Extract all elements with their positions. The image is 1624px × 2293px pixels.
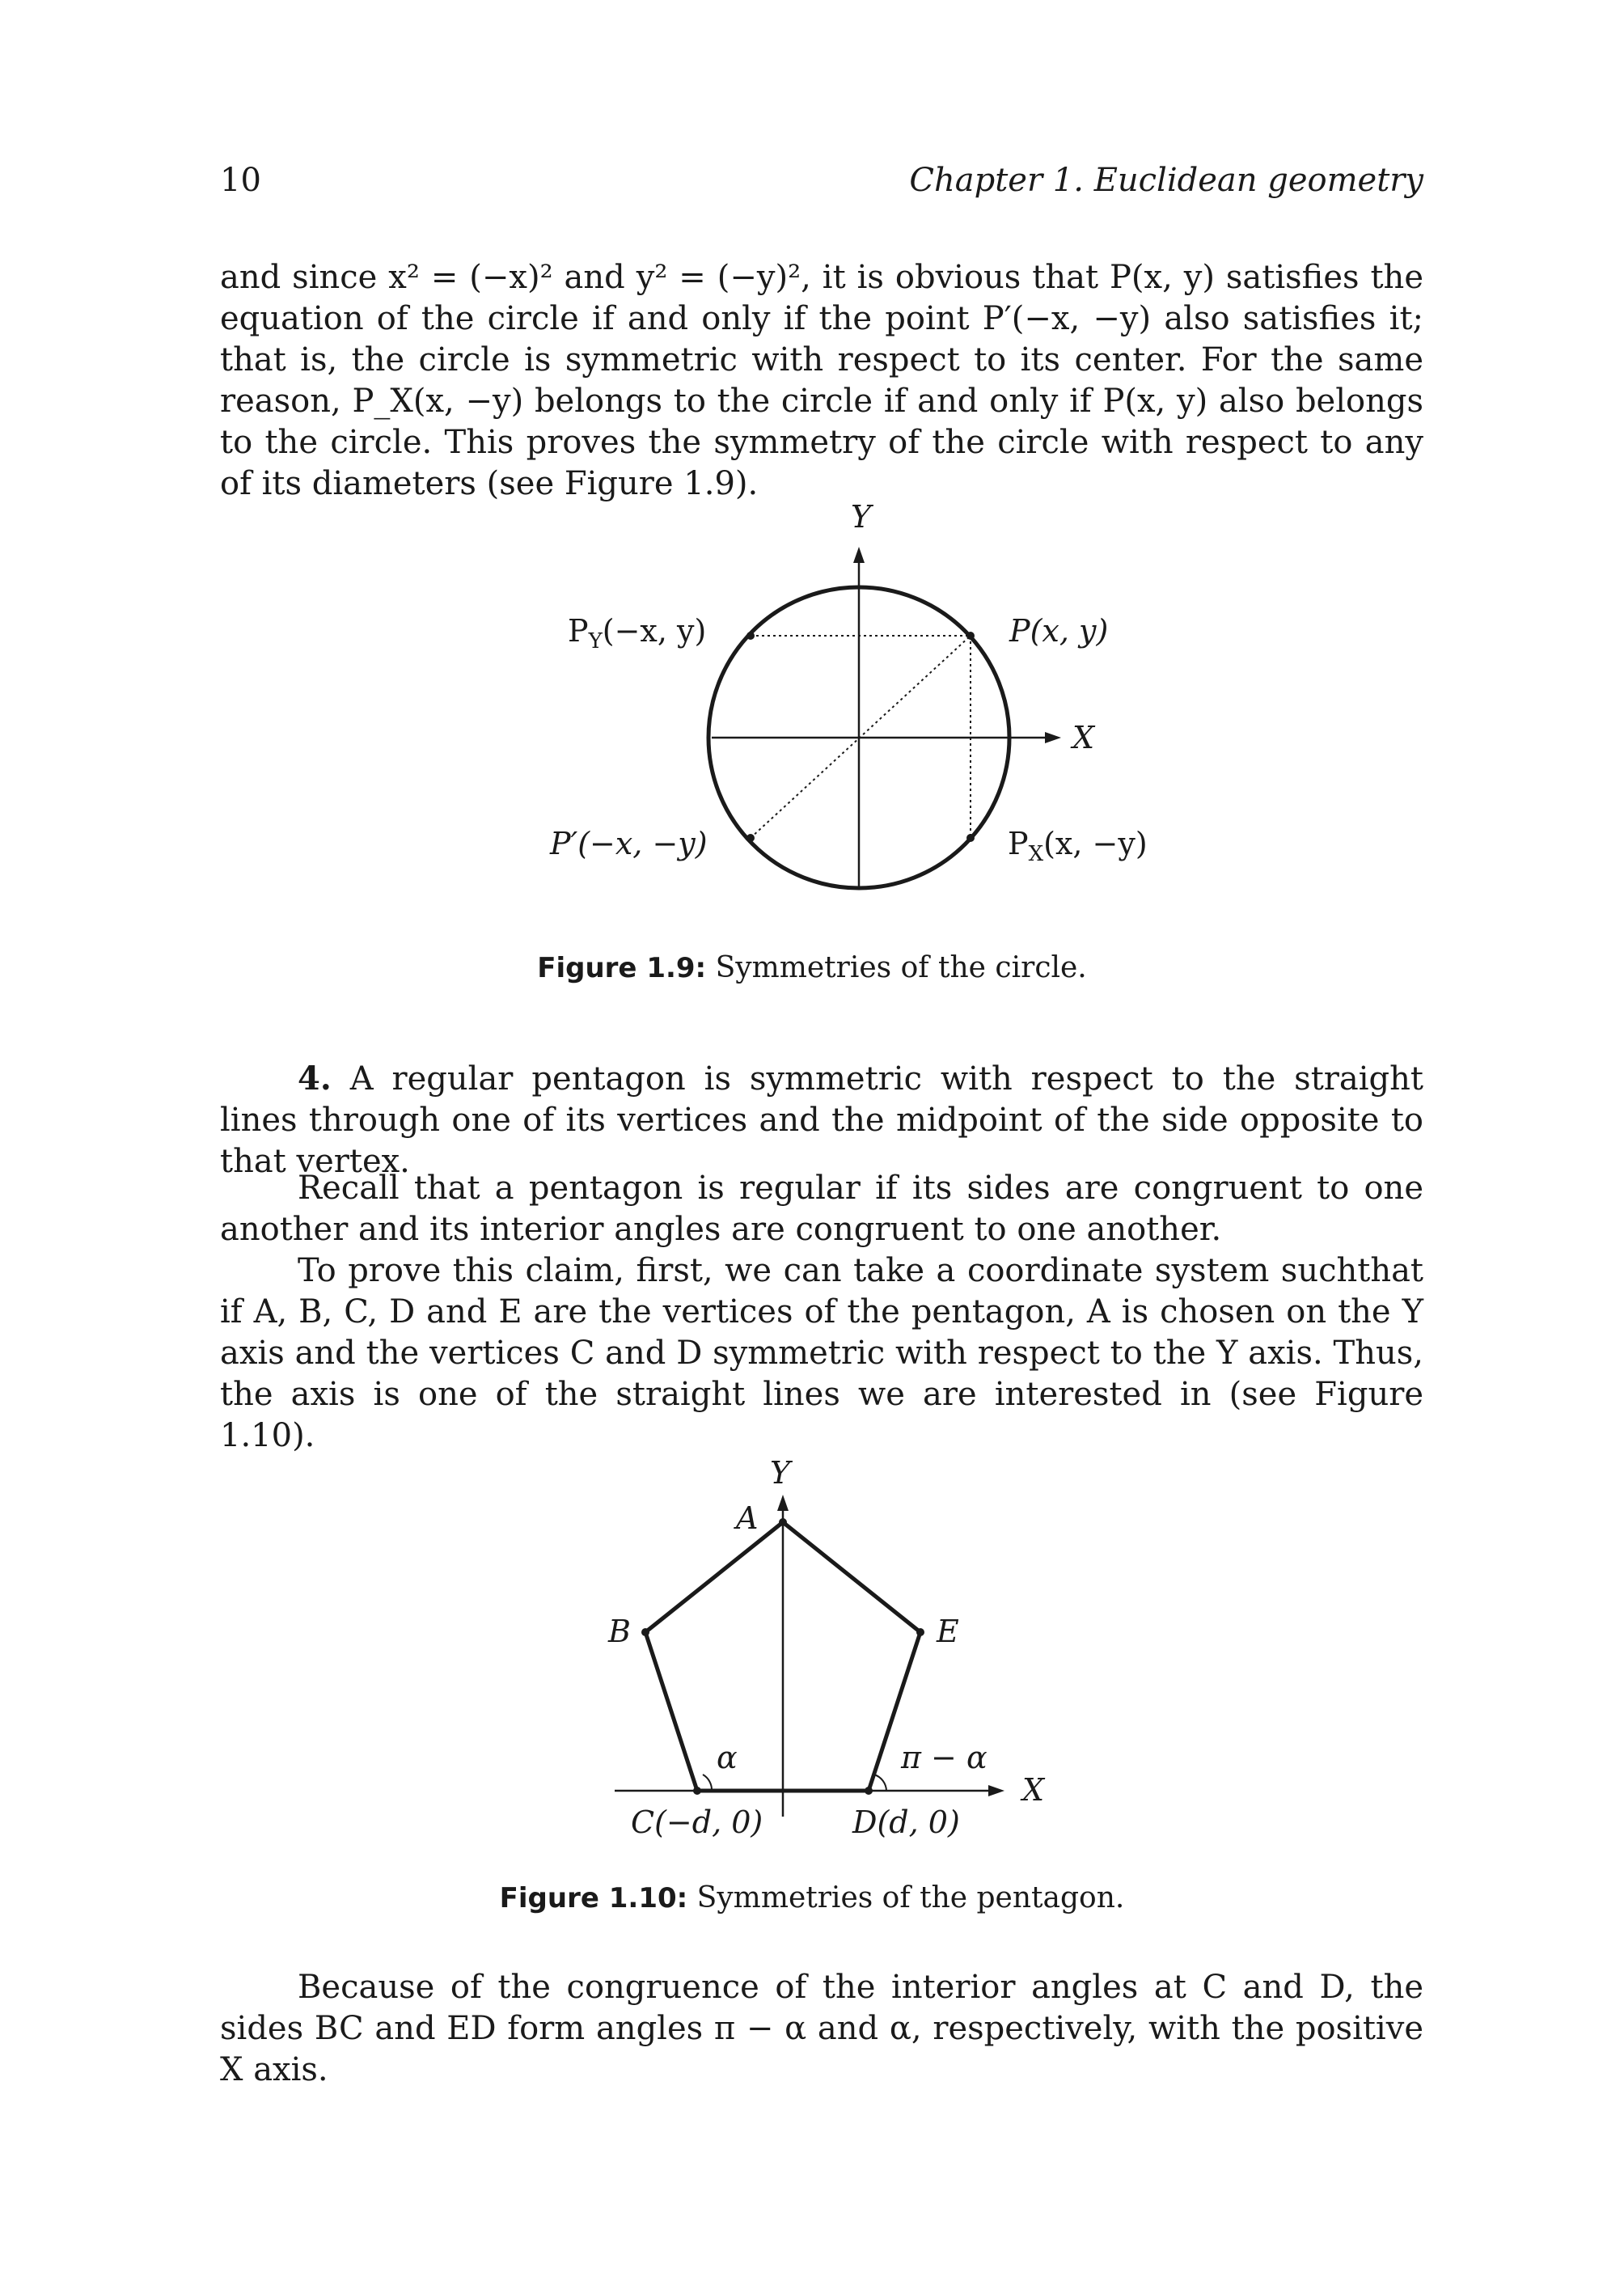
angle-arc-alpha [703, 1775, 712, 1791]
vertex-a [779, 1518, 787, 1526]
label-p: P(x, y) [1009, 613, 1109, 649]
y-axis-arrow-icon [777, 1495, 789, 1511]
page-number: 10 [220, 162, 261, 199]
angle-arc-pi-minus-alpha [874, 1775, 886, 1791]
paragraph-angles: Because of the congruence of the interior angles at C and D, the sides BC and ED form angles π − α and α, respectively, with the positive X axis. [220, 1969, 1423, 2088]
label-y-axis: Y [770, 1455, 791, 1491]
label-b: B [608, 1614, 631, 1649]
running-head: Chapter 1. Euclidean geometry [909, 162, 1423, 199]
vertex-d [865, 1787, 873, 1795]
label-y-axis: Y [851, 499, 872, 535]
label-d: D(d, 0) [852, 1804, 960, 1840]
vertex-e [916, 1628, 924, 1636]
figure-1-10-caption: Figure 1.10: Symmetries of the pentagon. [499, 1881, 1125, 1914]
paragraph-regular-pentagon: Recall that a pentagon is regular if its sides are congruent to one another and its interior angles are congruent to one another. [220, 1170, 1423, 1248]
label-x-axis: X [1072, 720, 1095, 755]
paragraph-circle-symmetry: and since x² = (−x)² and y² = (−y)², it is obvious that P(x, y) satisfies the equation of the circle if and only if the point P′(−x, −y) also satisfies it; that is, the circle is symmetric with respect to its center. For the same reason, P_X(x, −y) belongs to the circle if and only if P(x, y) also belongs to the circle. This proves the symmetry of the circle with respect to any of its diameters (see Figure 1.9). [220, 259, 1423, 502]
label-c: C(−d, 0) [631, 1804, 763, 1840]
label-pprime: P′(−x, −y) [550, 826, 708, 861]
figure-1-9-caption: Figure 1.9: Symmetries of the circle. [537, 951, 1087, 984]
x-axis-arrow-icon [988, 1785, 1004, 1796]
label-alpha: α [717, 1740, 738, 1775]
label-pi-minus-alpha: π − α [901, 1740, 988, 1775]
paragraph-proof-setup: To prove this claim, first, we can take a coordinate system suchthat if A, B, C, D and E are the vertices of the pentagon, A is chosen on the Y axis and the vertices C and D symmetric with respect to the Y axis. Thus, the axis is one of the straight lines we are interested in (see Figure 1.10). [220, 1252, 1423, 1454]
paragraph-pentagon-claim: 4. A regular pentagon is symmetric with respect to the straight lines through one of its vertices and the midpoint of the side opposite to that vertex. [220, 1060, 1423, 1180]
label-a: A [736, 1500, 759, 1536]
label-px: $P_X(x$, −y) [1008, 826, 1148, 866]
label-e: E [937, 1614, 959, 1649]
vertex-c [693, 1787, 701, 1795]
label-x-axis: X [1022, 1772, 1045, 1808]
vertex-b [641, 1628, 649, 1636]
label-py: $P_Y(-x$, y) [568, 613, 707, 654]
